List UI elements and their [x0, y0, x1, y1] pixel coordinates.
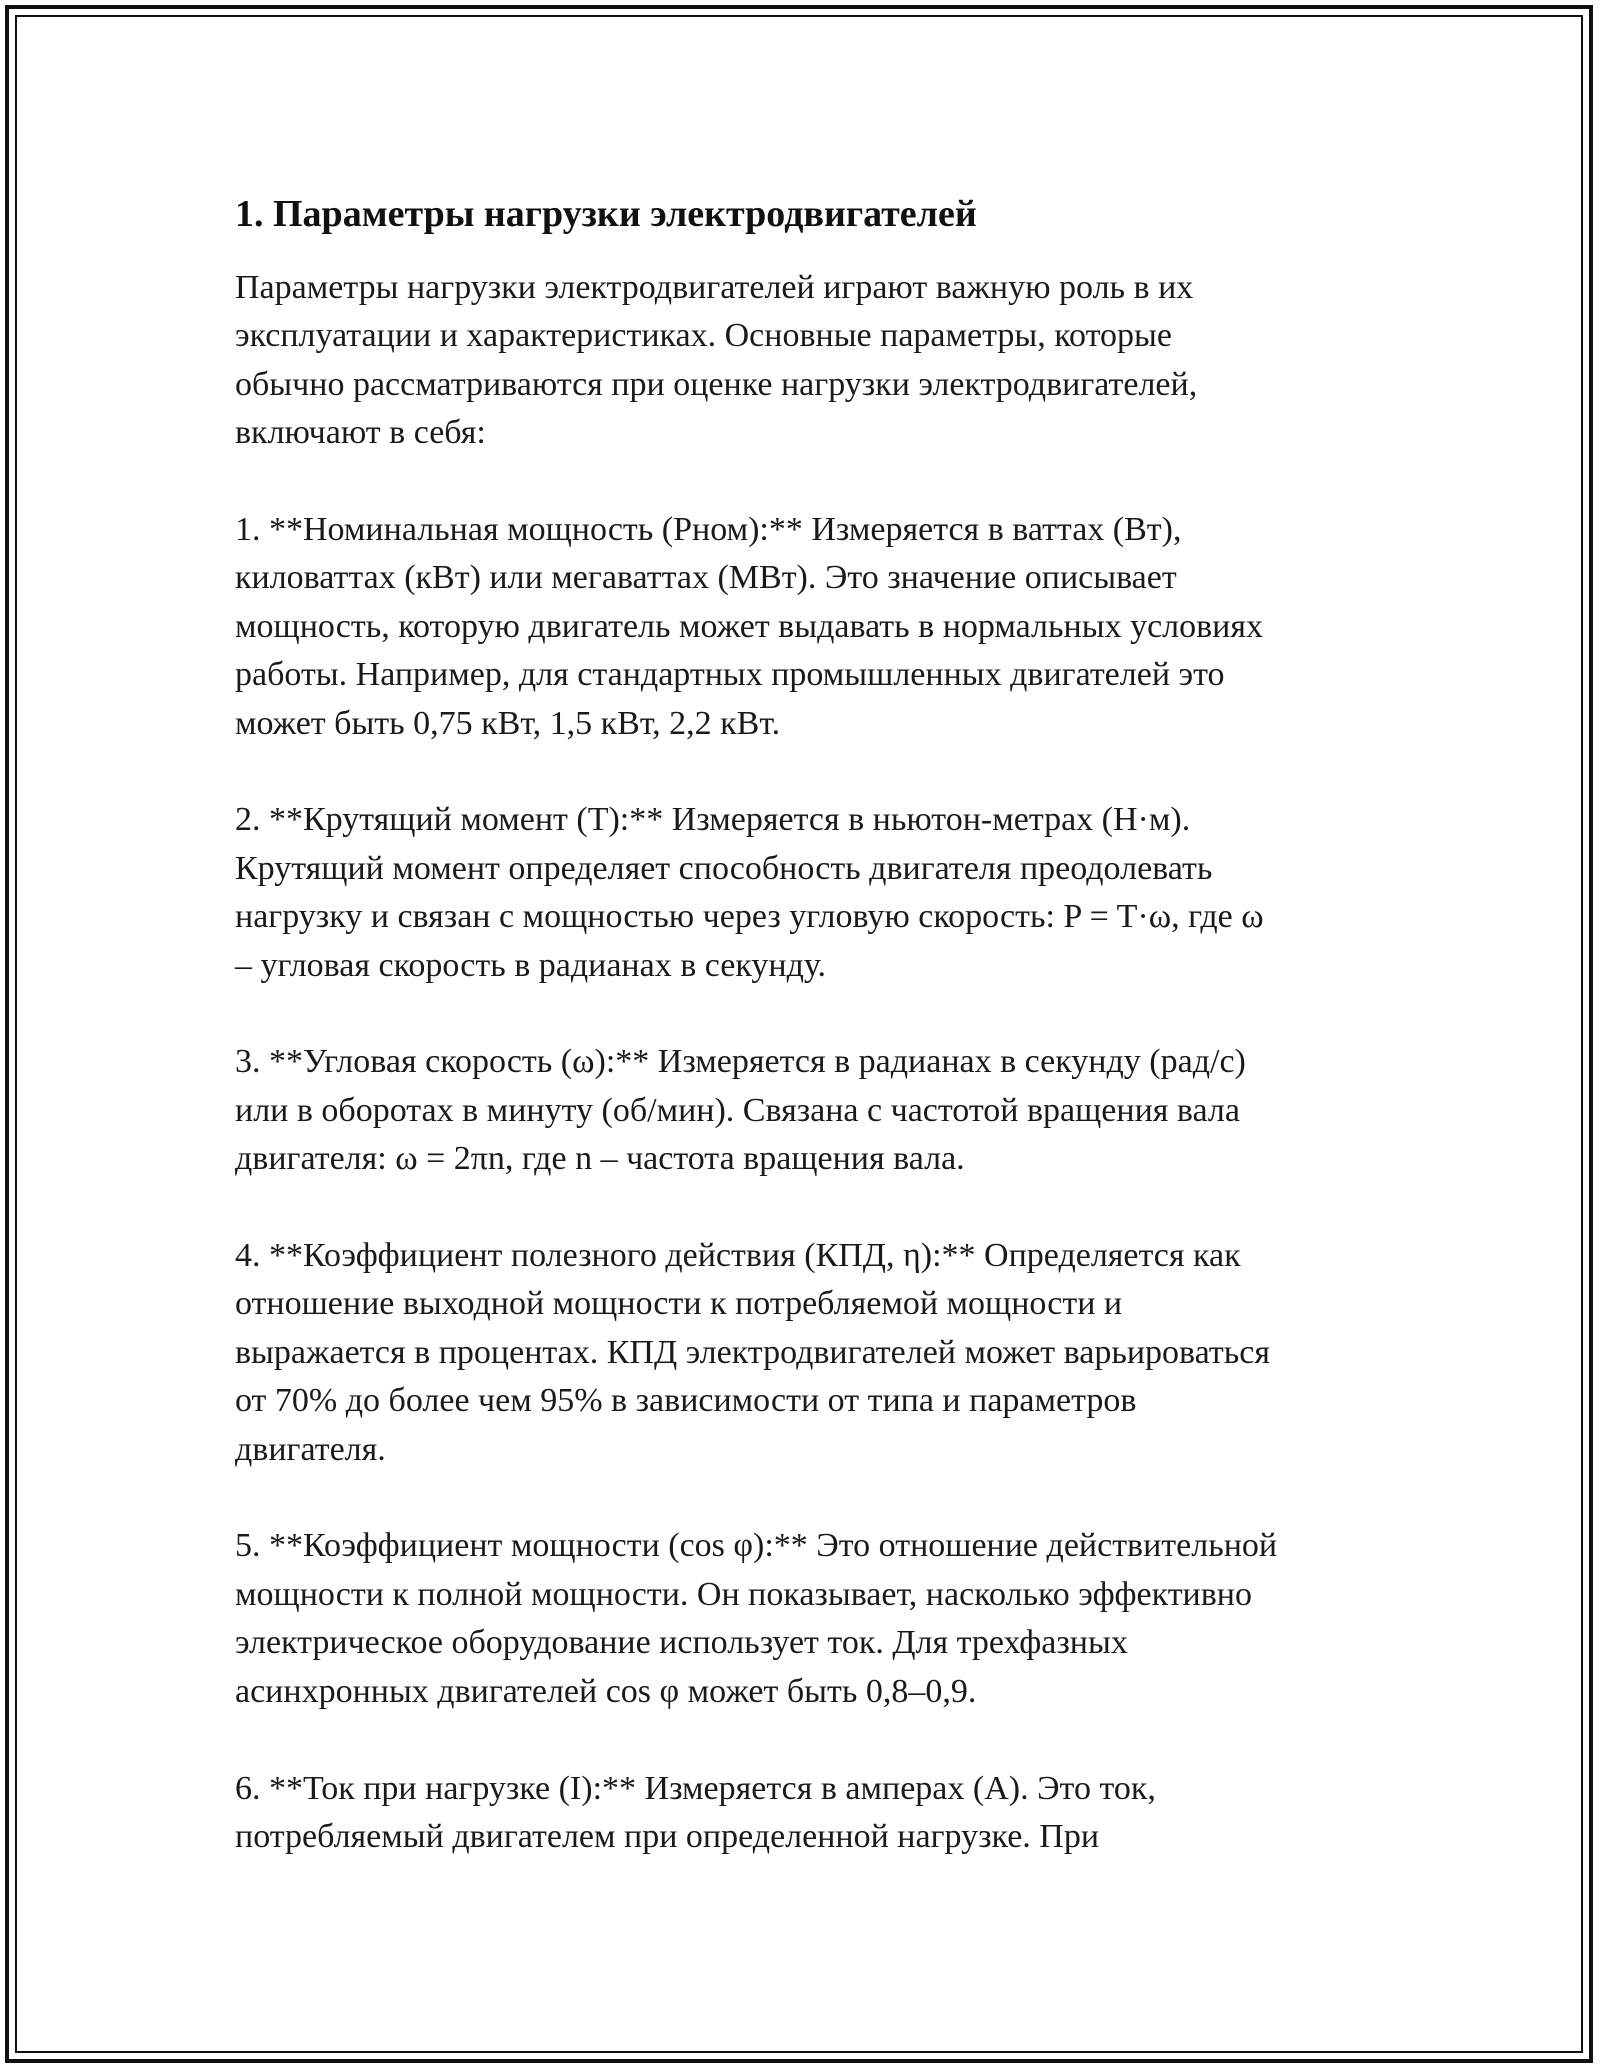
- item-rated-power: 1. **Номинальная мощность (Pном):** Измеряется в ваттах (Вт), киловаттах (кВт) или мегаваттах (МВт). Это значение описывает мощность, которую двигатель может выдавать в нормальных условиях работы. Например, для стандартных промышленных двигателей это может быть 0,75 кВт, 1,5 кВт, 2,2 кВт.: [235, 511, 1264, 742]
- item-efficiency: 4. **Коэффициент полезного действия (КПД, η):** Определяется как отношение выходной мощности к потребляемой мощности и выражается в процентах. КПД электродвигателей может варьироваться от 70% до более чем 95% в зависимости от типа и параметров двигателя.: [235, 1237, 1270, 1468]
- intro-paragraph: Параметры нагрузки электродвигателей играют важную роль в их эксплуатации и характеристиках. Основные параметры, которые обычно рассматриваются при оценке нагрузки электродвигателей, включают в себя:: [235, 269, 1198, 452]
- item-angular-velocity: 3. **Угловая скорость (ω):** Измеряется в радианах в секунду (рад/с) или в оборотах в минуту (об/мин). Связана с частотой вращения вала двигателя: ω = 2πn, где n – частота вращения вала.: [235, 1043, 1246, 1178]
- item-power-factor: 5. **Коэффициент мощности (cos φ):** Это отношение действительной мощности к полной мощности. Он показывает, насколько эффективно электрическое оборудование использует ток. Для трехфазных асинхронных двигателей cos φ может быть 0,8–0,9.: [235, 1527, 1278, 1710]
- item-torque: 2. **Крутящий момент (T):** Измеряется в ньютон-метрах (Н·м). Крутящий момент определяет способность двигателя преодолевать нагрузку и связан с мощностью через угловую скорость: P = T·ω, где ω – угловая скорость в радианах в секунду.: [235, 801, 1264, 984]
- item-load-current: 6. **Ток при нагрузке (I):** Измеряется в амперах (А). Это ток, потребляемый двигателем при определенной нагрузке. При: [235, 1769, 1156, 1855]
- document-page: [235, 190, 1385, 1910]
- section-heading: 1. Параметры нагрузки электродвигателей: [235, 193, 977, 235]
